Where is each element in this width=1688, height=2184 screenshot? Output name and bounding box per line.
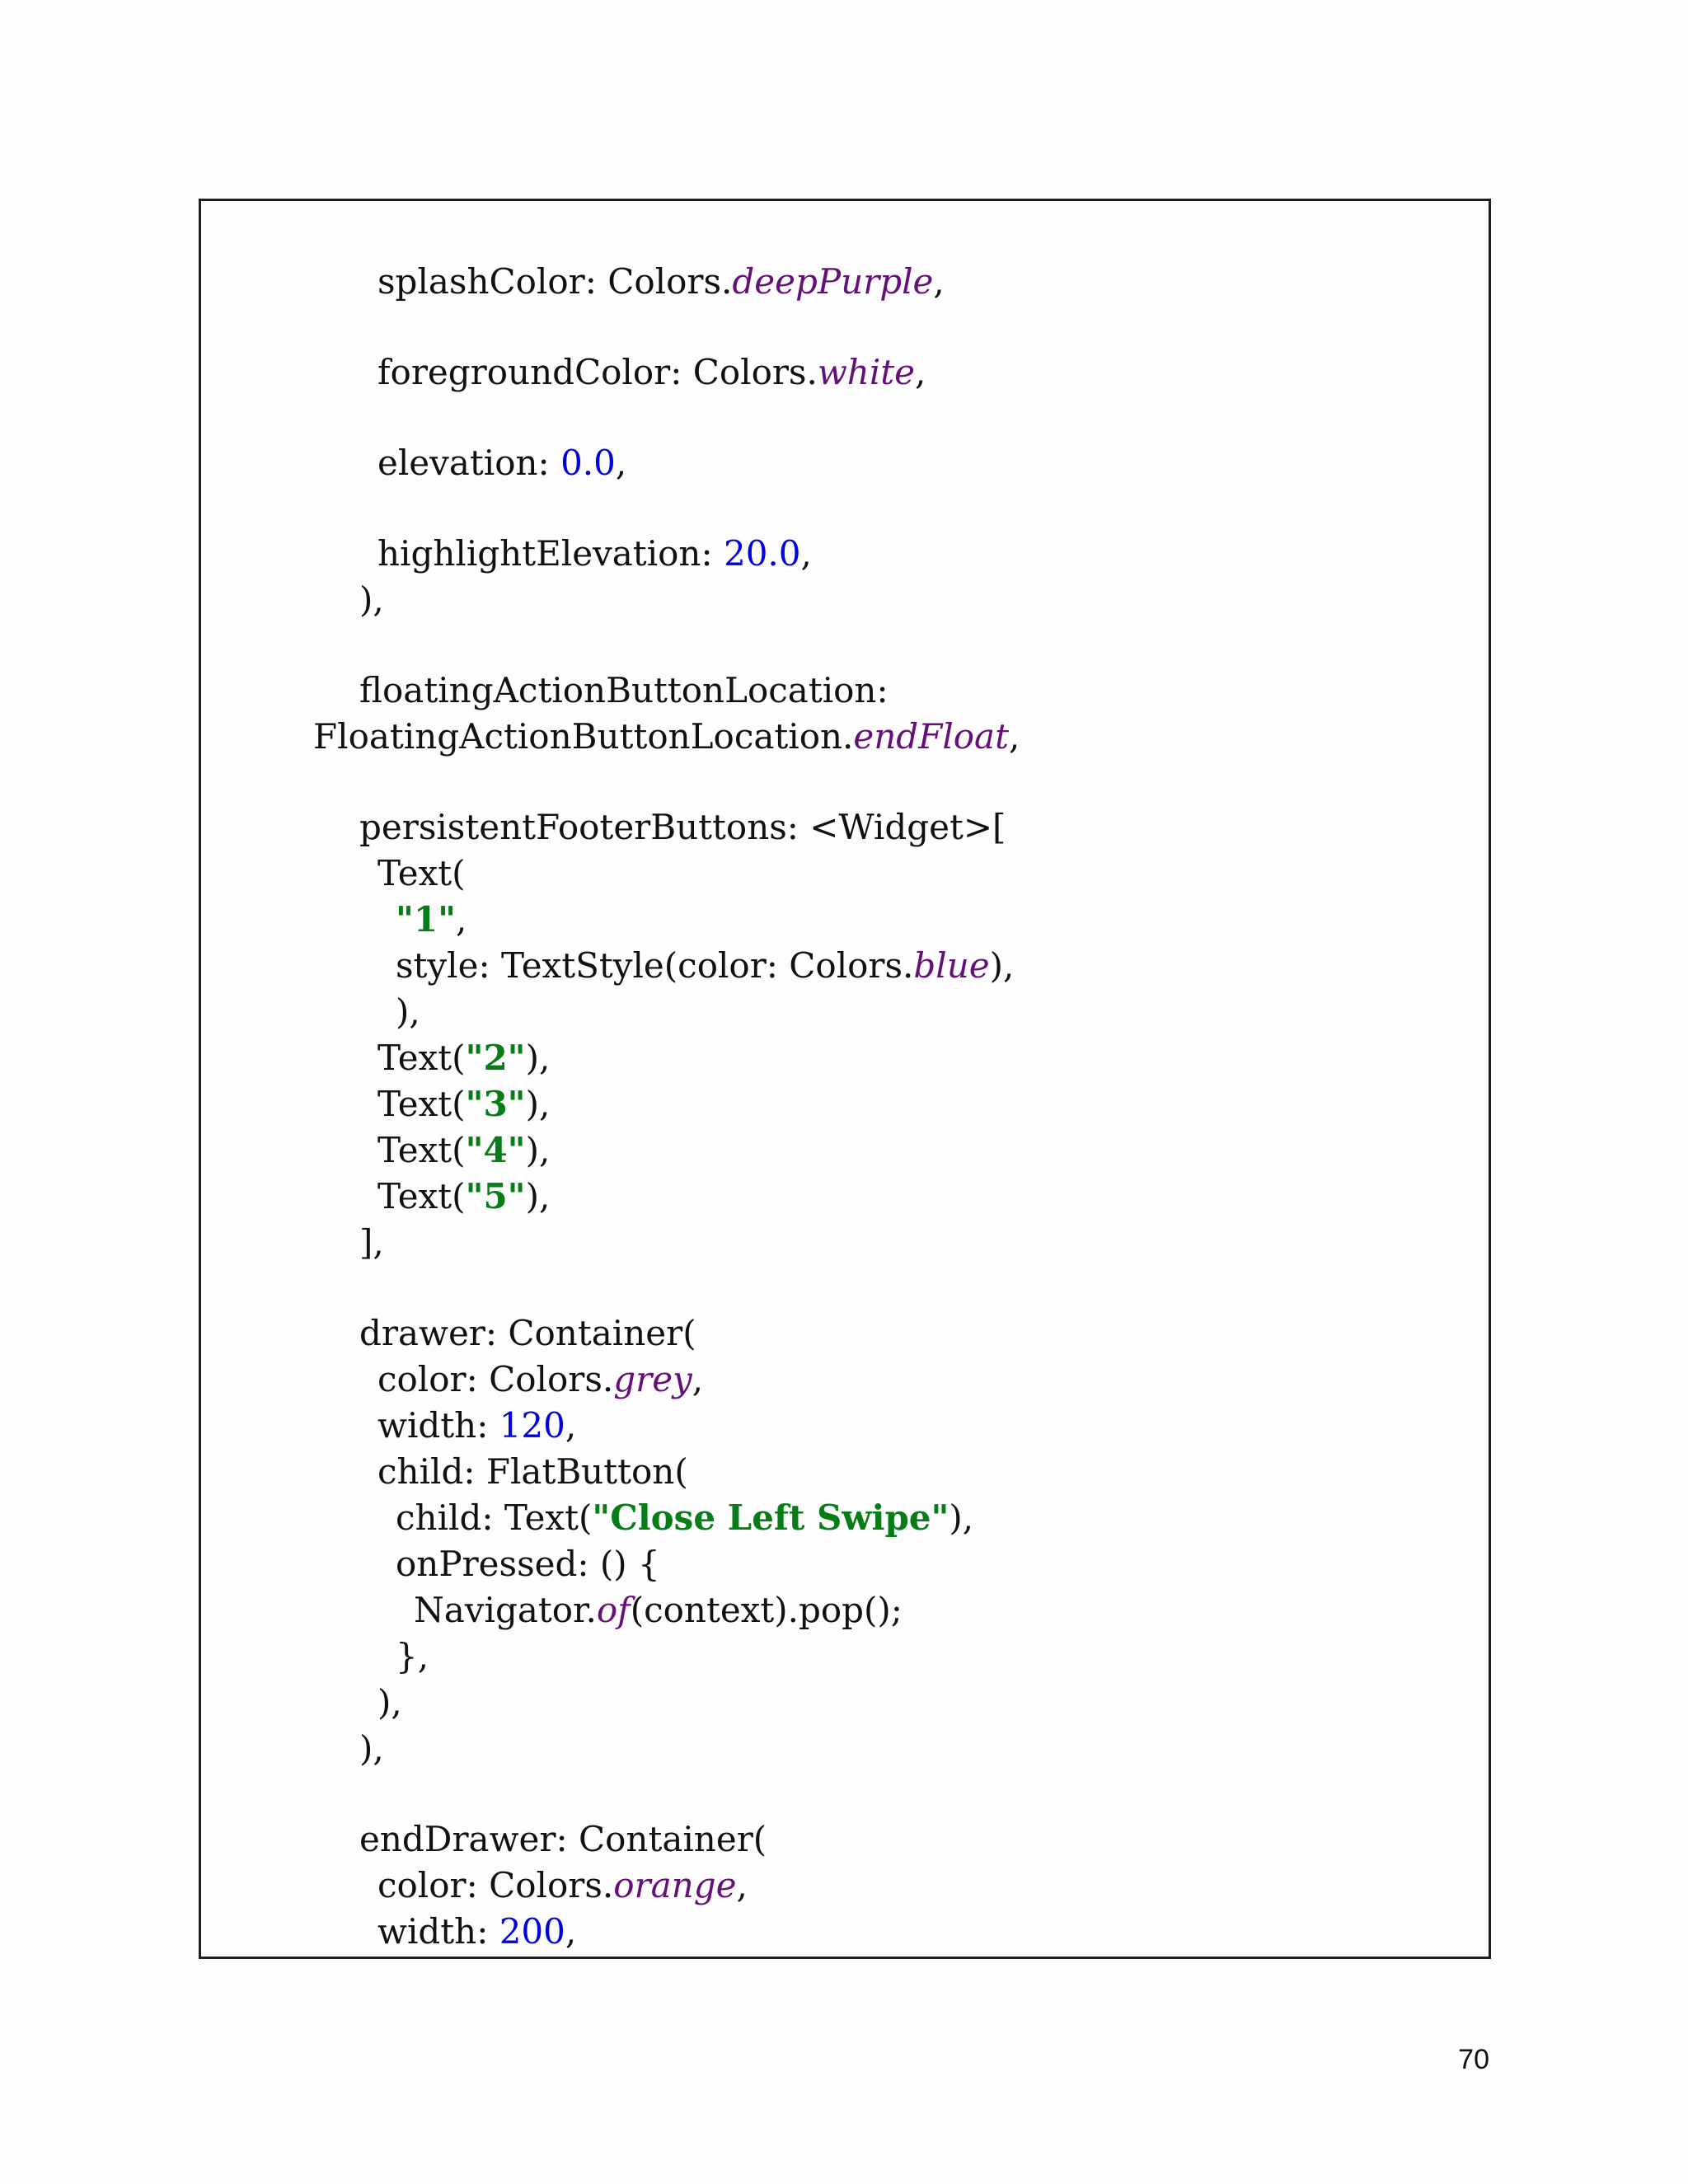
- code-token: drawer: Container(: [359, 1313, 696, 1353]
- string-literal: "Close Left Swipe": [592, 1497, 950, 1538]
- string-literal: "3": [465, 1084, 526, 1124]
- code-listing-box: [199, 199, 1491, 1959]
- code-token: },: [396, 1636, 429, 1676]
- code-line: [396, 897, 467, 943]
- code-line: [377, 349, 926, 396]
- code-line: [377, 1035, 550, 1081]
- constant-identifier: deepPurple: [732, 261, 934, 302]
- code-token: ,: [1008, 716, 1020, 757]
- code-line: [359, 1220, 384, 1266]
- code-line: [377, 259, 945, 305]
- constant-identifier: endFloat: [853, 716, 1009, 757]
- code-token: ),: [989, 945, 1015, 986]
- code-token: (context).pop();: [630, 1590, 903, 1630]
- code-line: [377, 1449, 688, 1495]
- code-token: splashColor: Colors.: [377, 261, 733, 302]
- code-line: [359, 1816, 767, 1863]
- code-token: floatingActionButtonLocation:: [359, 670, 889, 710]
- code-token: Text(: [377, 1038, 466, 1078]
- code-line: [396, 1495, 973, 1541]
- code-token: Text(: [377, 1176, 466, 1216]
- code-token: Navigator.: [414, 1590, 597, 1630]
- code-line: [359, 1726, 384, 1772]
- code-token: ),: [377, 1682, 402, 1722]
- code-line: [377, 1127, 550, 1174]
- code-token: ),: [525, 1130, 551, 1170]
- code-token: child: Text(: [396, 1497, 593, 1538]
- code-line: [313, 714, 1020, 760]
- code-token: FloatingActionButtonLocation.: [313, 716, 854, 757]
- constant-identifier: blue: [913, 945, 990, 986]
- code-token: ,: [615, 443, 627, 483]
- code-token: highlightElevation:: [377, 533, 724, 574]
- code-line: [359, 804, 1006, 851]
- string-literal: "2": [465, 1038, 526, 1078]
- constant-identifier: grey: [613, 1359, 692, 1399]
- code-line: [396, 943, 1014, 989]
- code-token: ,: [456, 899, 467, 940]
- code-token: ),: [525, 1084, 551, 1124]
- string-literal: "1": [396, 899, 456, 940]
- code-token: color: Colors.: [377, 1865, 614, 1905]
- constant-identifier: of: [596, 1590, 631, 1630]
- number-literal: 120: [499, 1405, 565, 1446]
- code-line: [377, 851, 466, 897]
- number-literal: 200: [499, 1911, 565, 1952]
- code-token: ,: [915, 352, 926, 392]
- string-literal: "5": [465, 1176, 526, 1216]
- code-line: [359, 577, 384, 623]
- code-token: ,: [692, 1359, 704, 1399]
- code-line: [396, 989, 420, 1035]
- code-line: [377, 440, 626, 486]
- code-line: [396, 1633, 429, 1680]
- code-token: elevation:: [377, 443, 561, 483]
- code-line: [377, 1863, 748, 1909]
- code-token: ),: [525, 1176, 551, 1216]
- number-literal: 20.0: [723, 533, 801, 574]
- code-token: color: Colors.: [377, 1359, 614, 1399]
- code-token: Text(: [377, 1130, 466, 1170]
- code-line: [377, 1403, 576, 1449]
- code-token: ),: [949, 1497, 974, 1538]
- string-literal: "4": [465, 1130, 526, 1170]
- code-line: [377, 1357, 703, 1403]
- code-token: ],: [359, 1222, 384, 1263]
- code-token: Text(: [377, 1084, 466, 1124]
- code-token: ,: [565, 1911, 577, 1952]
- code-line: [359, 1310, 696, 1357]
- code-token: foregroundColor: Colors.: [377, 352, 818, 392]
- number-literal: 0.0: [560, 443, 616, 483]
- code-token: child: FlatButton(: [377, 1451, 688, 1492]
- code-line: [377, 531, 812, 577]
- code-token: ,: [933, 261, 945, 302]
- code-line: [377, 1680, 402, 1726]
- code-token: style: TextStyle(color: Colors.: [396, 945, 914, 986]
- page-number: 70: [1458, 2044, 1489, 2075]
- code-token: ),: [525, 1038, 551, 1078]
- code-token: width:: [377, 1911, 499, 1952]
- code-token: persistentFooterButtons: <Widget>[: [359, 807, 1006, 847]
- constant-identifier: orange: [613, 1865, 737, 1905]
- code-token: ),: [359, 1728, 384, 1769]
- code-line: [377, 1909, 576, 1955]
- code-token: Text(: [377, 853, 466, 893]
- code-line: [396, 1541, 660, 1587]
- code-token: ,: [800, 533, 812, 574]
- code-line: [414, 1587, 903, 1633]
- code-token: ,: [565, 1405, 577, 1446]
- code-token: width:: [377, 1405, 499, 1446]
- code-token: ),: [396, 991, 420, 1032]
- code-token: endDrawer: Container(: [359, 1819, 767, 1859]
- code-line: [359, 668, 889, 714]
- constant-identifier: white: [817, 352, 916, 392]
- code-line: [377, 1081, 550, 1127]
- code-line: [377, 1174, 550, 1220]
- code-token: ,: [736, 1865, 748, 1905]
- code-token: onPressed: () {: [396, 1544, 660, 1584]
- code-token: ),: [359, 579, 384, 620]
